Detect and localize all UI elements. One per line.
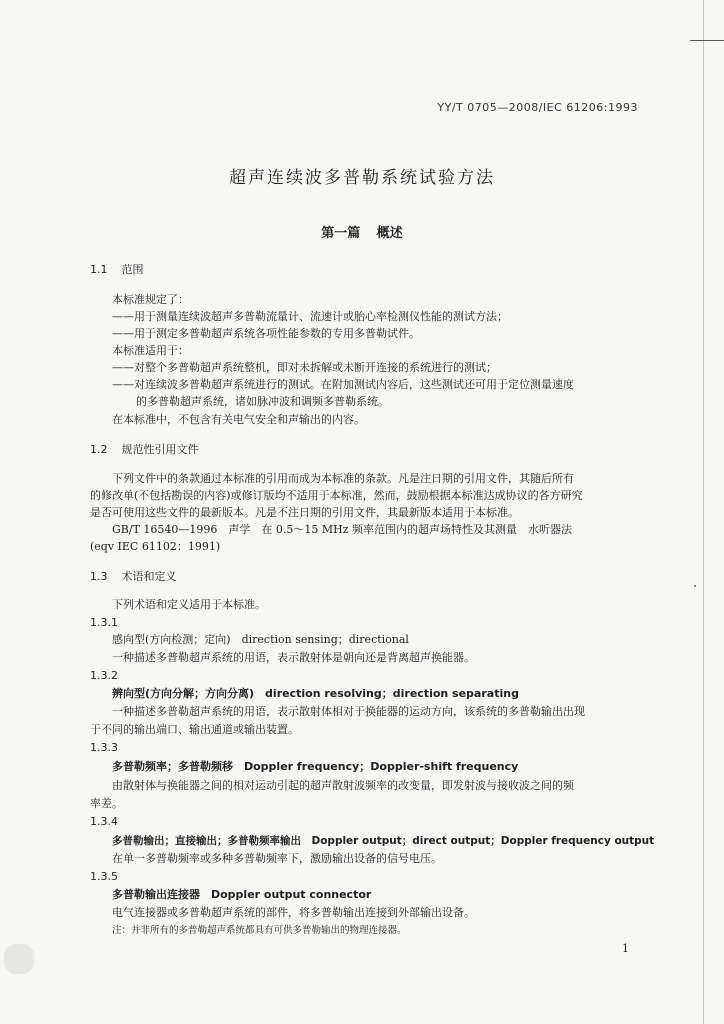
subsection-number: 1.3.1 [90,616,118,629]
term-heading: 多普勒输出；直接输出；多普勒频率输出 Doppler output；direct output；Doppler frequency output [112,835,655,847]
section-number: 1.3 [90,570,108,583]
paragraph-line: 本标准规定了： [112,293,189,306]
list-item: ——用于测量连续波超声多普勒流量计、流速计或胎心率检测仪性能的测试方法； [112,310,508,323]
page-edge-line [703,0,704,1024]
definition-line: 电气连接器或多普勒超声系统的部件，将多普勒输出连接到外部输出设备。 [112,906,475,919]
list-item-continuation: 的多普勒超声系统，诸如脉冲波和调频多普勒系统。 [136,395,389,408]
paragraph-line: 在本标准中，不包含有关电气安全和声输出的内容。 [112,413,365,426]
paragraph-line: 下列术语和定义适用于本标准。 [112,598,266,611]
document-title: 超声连续波多普勒系统试验方法 [229,168,495,188]
part-title-text: 概述 [376,226,403,241]
definition-line: 一种描述多普勒超声系统的用语，表示散射体是朝向还是背离超声换能器。 [112,651,475,664]
subsection-number: 1.3.3 [90,741,118,754]
subsection-number: 1.3.4 [90,815,118,828]
definition-line: 在单一多普勒频率或多种多普勒频率下，激励输出设备的信号电压。 [112,852,442,865]
paragraph-line: 本标准适用于： [112,344,189,357]
list-item: ——用于测定多普勒超声系统各项性能参数的专用多普勒试件。 [112,327,420,340]
section-title: 规范性引用文件 [121,443,199,456]
standard-number-header: YY/T 0705—2008/IEC 61206:1993 [437,101,638,114]
section-heading [90,263,144,277]
part-label: 第一篇 [321,226,361,241]
section-number: 1.1 [90,263,108,276]
page-number: 1 [622,942,629,955]
term-heading: 多普勒输出连接器 Doppler output connector [112,888,372,901]
section-heading [90,443,199,457]
paragraph-line: 下列文件中的条款通过本标准的引用而成为本标准的条款。凡是注日期的引用文件，其随后所有 [112,472,574,485]
section-title: 范围 [121,263,144,276]
subsection-number: 1.3.2 [90,669,118,682]
top-rule [690,40,724,41]
definition-line: 率差。 [90,797,123,810]
section-heading [90,570,177,584]
term-heading: 辨向型(方向分解；方向分离) direction resolving；direction separating [112,687,519,700]
subsection-number: 1.3.5 [90,870,118,883]
reference-line: GB/T 16540—1996 声学 在 0.5～15 MHz 频率范围内的超声场特性及其测量 水听器法 [112,523,573,536]
term-heading: 感向型(方向检测；定向) direction sensing；directional [112,633,409,646]
scan-dot [694,585,696,587]
definition-line: 一种描述多普勒超声系统的用语，表示散射体相对于换能器的运动方向，该系统的多普勒输出出现 [112,705,585,718]
part-heading [0,222,724,241]
reference-line: (eqv IEC 61102：1991) [90,540,221,553]
section-number: 1.2 [90,443,108,456]
definition-line: 由散射体与换能器之间的相对运动引起的超声散射波频率的改变量，即发射波与接收波之间的频 [112,779,574,792]
list-item: ——对连续波多普勒超声系统进行的测试。在附加测试内容后，这些测试还可用于定位测量速度 [112,378,574,391]
paragraph-line: 的修改单(不包括勘误的内容)或修订版均不适用于本标准，然而，鼓励根据本标准达成协议的各方研究 [90,489,583,502]
definition-line: 于不同的输出端口、输出通道或输出装置。 [90,723,299,736]
section-title: 术语和定义 [121,570,177,583]
term-heading: 多普勒频率；多普勒频移 Doppler frequency；Doppler-shift frequency [112,760,519,773]
scan-smudge [4,944,34,974]
list-item: ——对整个多普勒超声系统整机，即对未拆解或未断开连接的系统进行的测试； [112,361,497,374]
paragraph-line: 是否可使用这些文件的最新版本。凡是不注日期的引用文件，其最新版本适用于本标准。 [90,506,519,519]
note-line: 注：并非所有的多普勒超声系统都具有可供多普勒输出的物理连接器。 [112,925,407,936]
